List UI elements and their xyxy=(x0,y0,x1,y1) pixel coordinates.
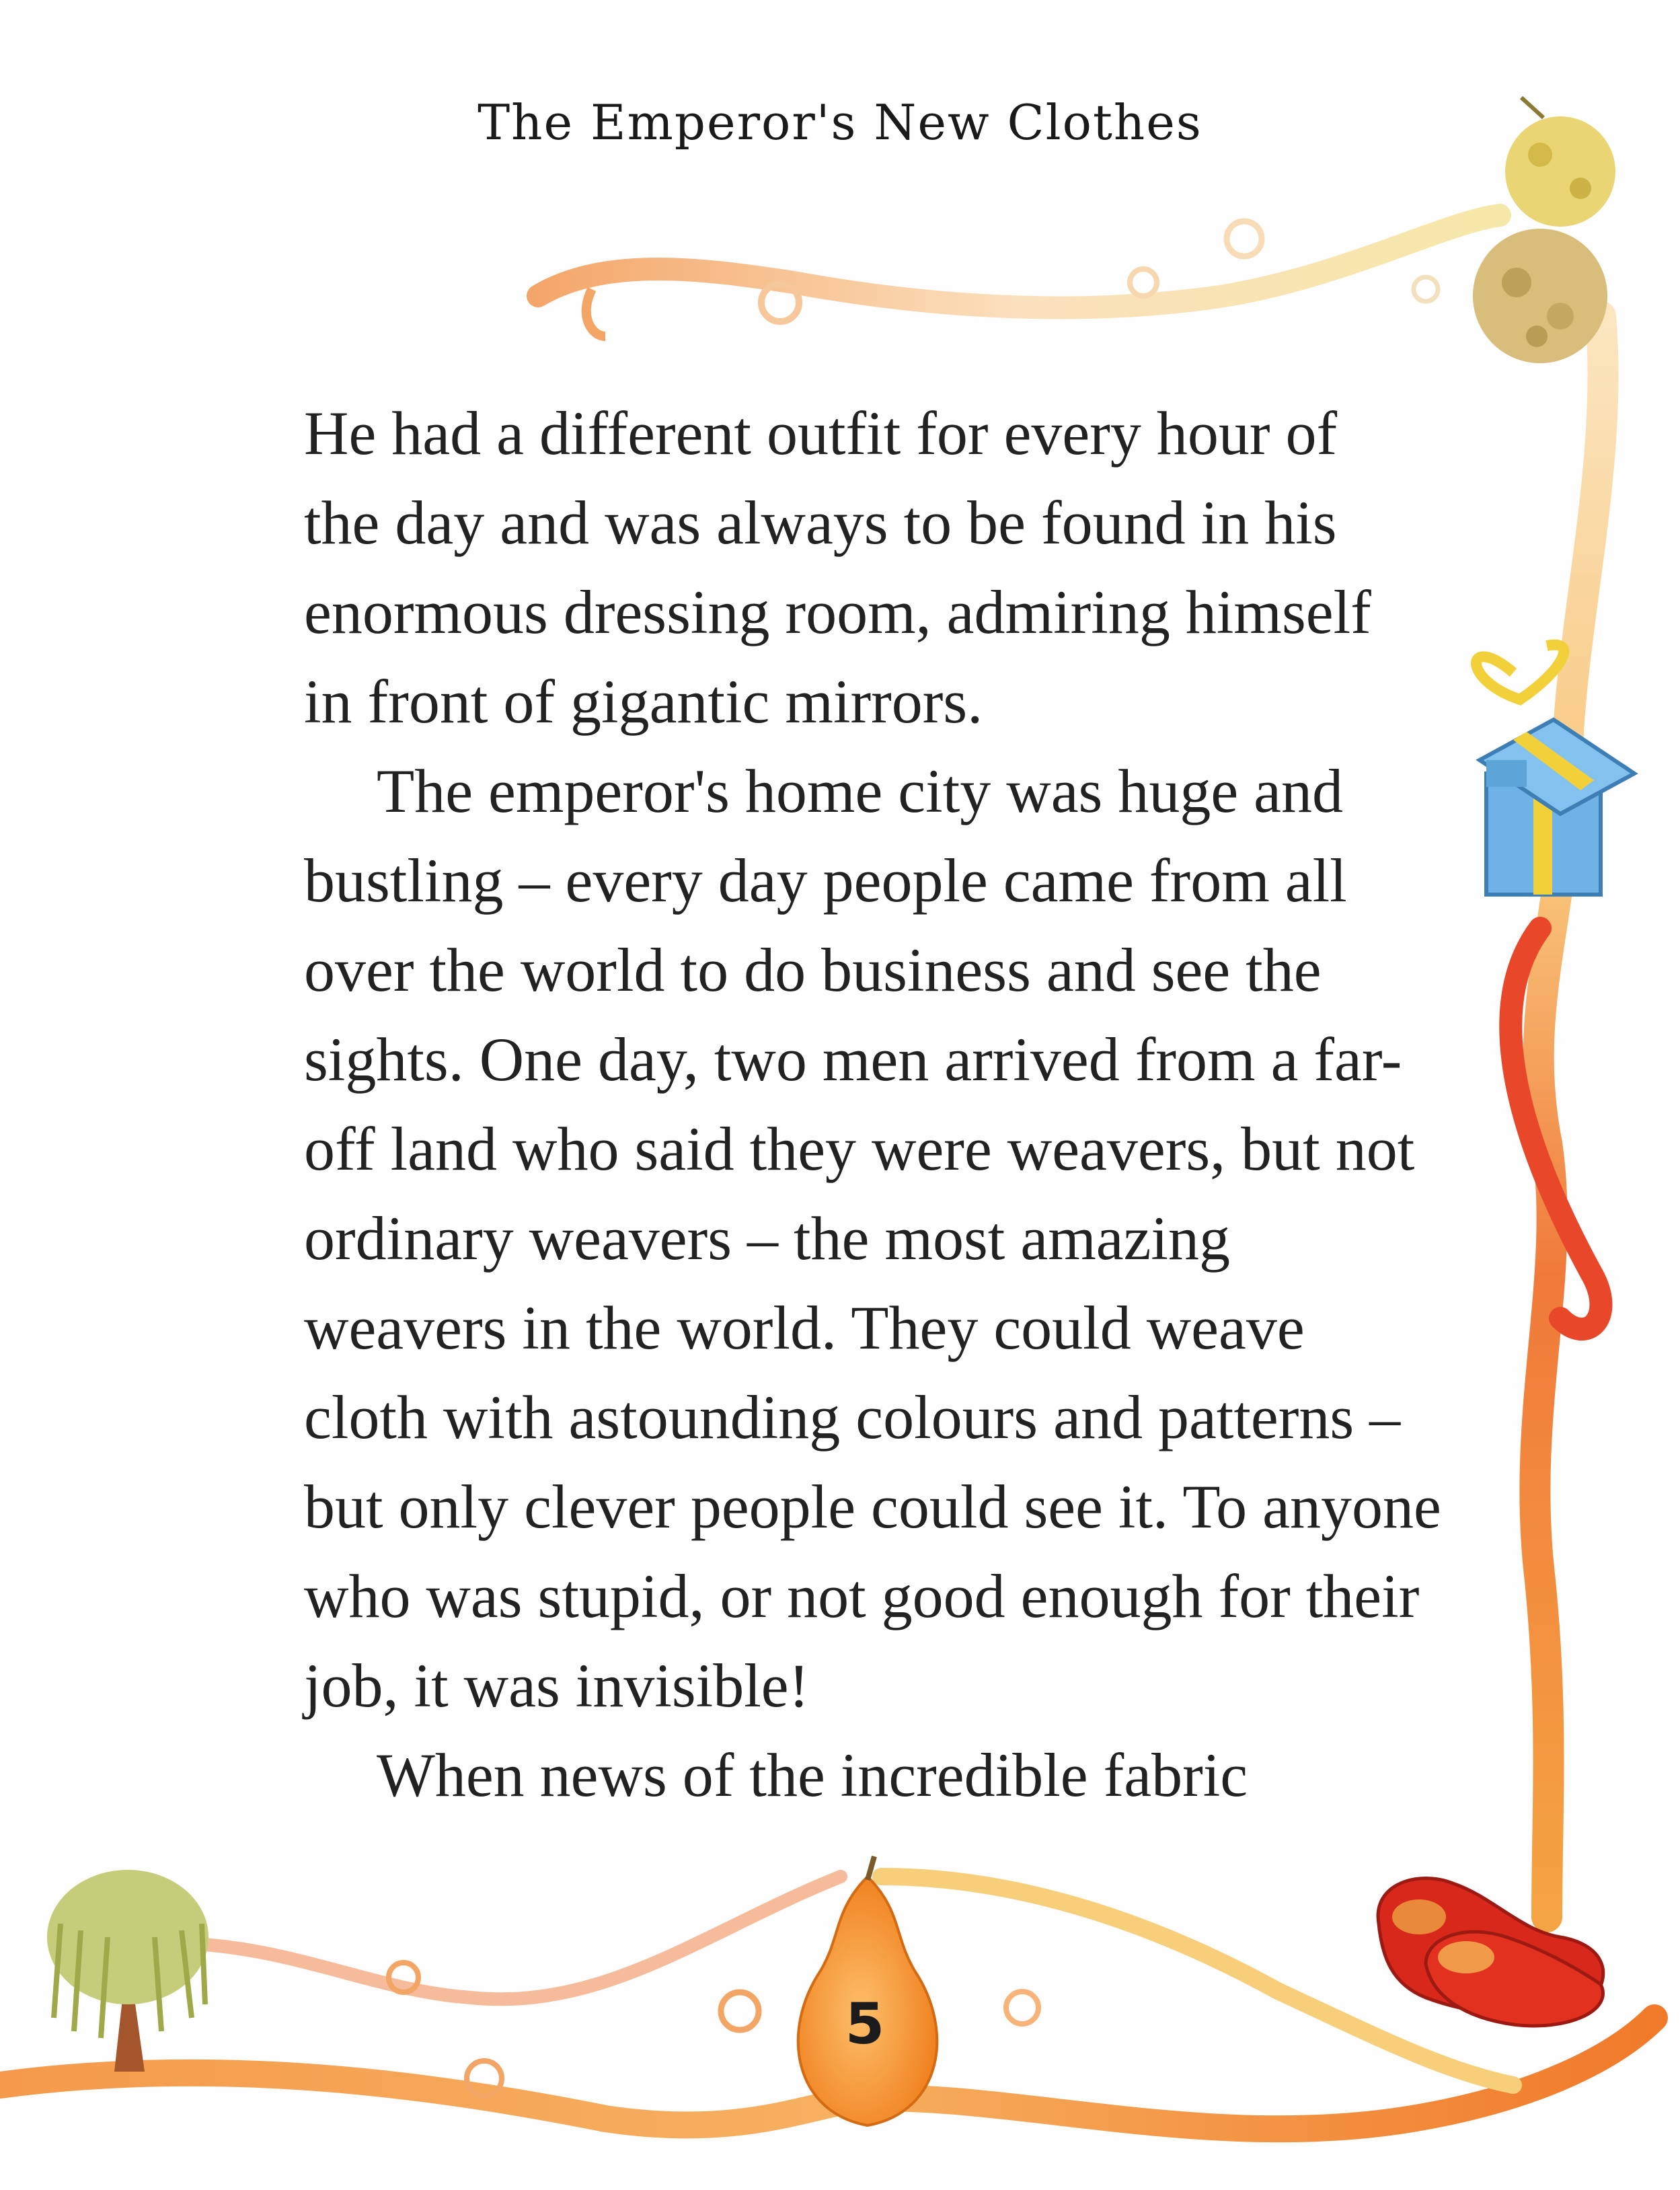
page-number: 5 xyxy=(845,1991,885,2057)
text-line: off land who said they were weavers, but not xyxy=(304,1115,1415,1183)
running-head-title: The Emperor's New Clothes xyxy=(478,94,1202,151)
text-line: He had a different outfit for every hour of xyxy=(304,399,1338,467)
text-line: When news of the incredible fabric xyxy=(377,1741,1248,1809)
willow-tree-illustration xyxy=(47,1870,208,2072)
story-text xyxy=(304,389,1488,1820)
text-line: in front of gigantic mirrors. xyxy=(304,667,983,736)
text-line: enormous dressing room, admiring himself xyxy=(304,578,1371,646)
text-line: ordinary weavers – the most amazing xyxy=(304,1204,1230,1273)
blue-gift-box-illustration xyxy=(1476,645,1634,895)
text-line: cloth with astounding colours and patterns – xyxy=(304,1383,1401,1451)
text-line: The emperor's home city was huge and xyxy=(377,757,1344,825)
text-line: job, it was invisible! xyxy=(304,1651,810,1720)
text-line: bustling – every day people came from all xyxy=(304,846,1347,915)
red-shoes-illustration xyxy=(1378,1879,1603,2026)
top-ribbon-illustration xyxy=(538,215,1500,336)
golden-pompom-illustration xyxy=(1473,229,1607,363)
text-line: weavers in the world. They could weave xyxy=(304,1293,1305,1362)
text-line: over the world to do business and see the xyxy=(304,936,1322,1004)
text-line: but only clever people could see it. To anyone xyxy=(304,1472,1441,1541)
side-ribbon-illustration xyxy=(1511,316,1603,1917)
text-line: sights. One day, two men arrived from a far- xyxy=(304,1025,1402,1094)
text-line: who was stupid, or not good enough for their xyxy=(304,1562,1420,1630)
text-line: the day and was always to be found in his xyxy=(304,488,1337,557)
